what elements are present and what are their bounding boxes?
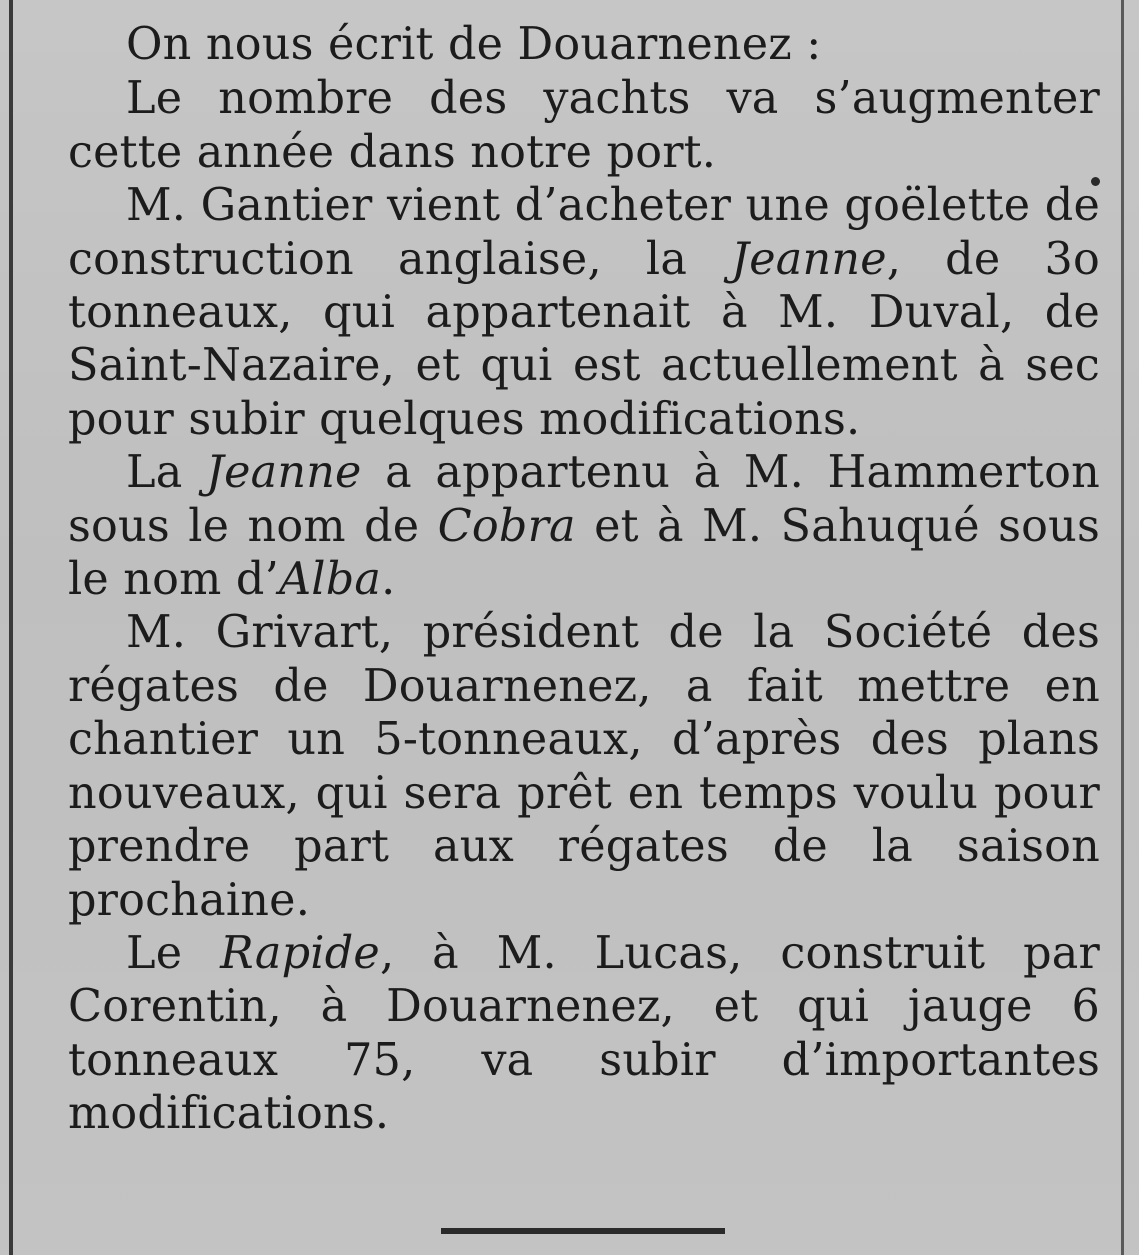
paragraph-jeanne-text-end: . (381, 554, 396, 606)
paragraph-jeanne-history (68, 446, 1100, 606)
paragraph-gantier-text-after: , de 3o tonneaux, qui appartenait à M. Duval, de Saint-Nazaire, et qui est actuellement à sec pour subir quelques modifications. (68, 233, 1101, 445)
paragraph-jeanne-text-mid1: a appartenu à M. Hammerton sous le nom de (68, 447, 1100, 552)
article-heading: On nous écrit de Douarnenez : (126, 19, 822, 70)
paragraph-jeanne-text-start: La (126, 447, 207, 499)
column-rule-right (1121, 0, 1124, 1255)
paragraph-jeanne-text-mid2: et à M. Sahuqué sous le nom d’ (68, 500, 1101, 606)
paragraph-rapide-text-rest: , à M. Lucas, construit par Corentin, à Douarnenez, et qui jauge 6 tonneaux 75, va subir d’importantes modifications. (68, 927, 1100, 1140)
paragraph-gantier (68, 179, 1100, 446)
end-rule (441, 1228, 725, 1234)
ship-name-jeanne-2: Jeanne (206, 447, 362, 499)
ship-name-jeanne: Jeanne (731, 233, 887, 285)
paragraph-rapide-text-start: Le (126, 927, 221, 979)
paragraph-rapide (68, 927, 1100, 1141)
paragraph-yachts: Le nombre des yachts va s’augmenter cette année dans notre port. (68, 73, 1100, 178)
ship-name-alba: Alba (278, 554, 382, 606)
paragraph-grivart: M. Grivart, président de la Société des régates de Douarnenez, a fait mettre en chantier un 5-tonneaux, d’après des plans nouveaux, qui sera prêt en temps voulu pour prendre part aux régates de la saison prochaine. (68, 607, 1100, 926)
ship-name-rapide: Rapide (220, 927, 380, 979)
paragraph-gantier-text-before: M. Gantier vient d’acheter une goëlette de construction anglaise, la (68, 180, 1100, 285)
column-rule-left (9, 0, 13, 1255)
article (68, 18, 1100, 1141)
ship-name-cobra: Cobra (437, 500, 576, 552)
